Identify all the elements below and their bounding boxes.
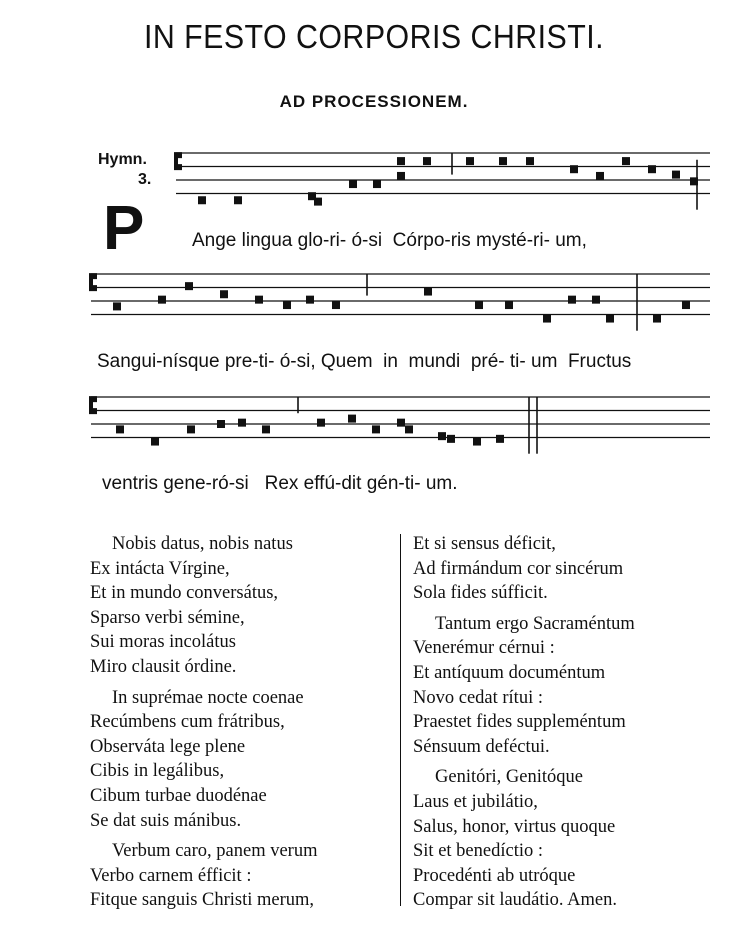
- clef-icon: [89, 396, 97, 414]
- neume-note: [447, 435, 455, 443]
- verse-line: Nobis datus, nobis natus: [112, 534, 293, 554]
- neume-note: [570, 165, 578, 173]
- neume-note: [475, 301, 483, 309]
- verse-line: Fitque sanguis Christi merum,: [90, 890, 315, 911]
- neume-note: [151, 438, 159, 446]
- verse-line: Salus, honor, virtus quoque: [413, 816, 616, 837]
- neume-note: [332, 301, 340, 309]
- neume-note: [423, 157, 431, 165]
- neume-note: [466, 157, 474, 165]
- verse-line: Ad firmándum cor sincérum: [413, 558, 624, 579]
- neume-note: [543, 315, 551, 323]
- hymn-text-left-column: [90, 532, 395, 919]
- neume-note: [187, 425, 195, 433]
- verse-line: Et antíquum documéntum: [413, 662, 606, 683]
- neume-note: [262, 425, 270, 433]
- verse-line: Et si sensus déficit,: [413, 534, 556, 554]
- page-title: IN FESTO CORPORIS CHRISTI.: [143, 18, 605, 55]
- neume-note: [372, 425, 380, 433]
- page-subtitle: AD PROCESSIONEM.: [279, 92, 469, 111]
- neume-note: [314, 198, 322, 206]
- hymn-number: 3.: [138, 171, 152, 188]
- neume-note: [505, 301, 513, 309]
- neume-note: [606, 315, 614, 323]
- verse-line: Sola fides súfficit.: [413, 583, 548, 604]
- neume-note: [653, 315, 661, 323]
- verse-line: Sit et benedíctio :: [413, 841, 543, 862]
- verse-line: Sparso verbi sémine,: [90, 607, 245, 628]
- neume-note: [397, 157, 405, 165]
- neume-note: [496, 435, 504, 443]
- neume-note: [682, 301, 690, 309]
- neume-note: [220, 290, 228, 298]
- stanza: [90, 686, 395, 834]
- stanza: [90, 532, 395, 680]
- neume-note: [526, 157, 534, 165]
- chant-lyric-line-1: Ange lingua glo-ri- ó-si Córpo-ris mysté-ri- um,: [192, 230, 587, 251]
- neume-note: [234, 196, 242, 204]
- verse-line: Recúmbens cum frátribus,: [90, 712, 285, 733]
- neume-note: [622, 157, 630, 165]
- clef-icon: [174, 152, 182, 170]
- verse-line: In suprémae nocte coenae: [112, 687, 304, 708]
- verse-line: Verbum caro, panem verum: [112, 841, 318, 862]
- neume-note: [592, 296, 600, 304]
- neume-note: [348, 415, 356, 423]
- neume-note: [473, 438, 481, 446]
- neume-note: [283, 301, 291, 309]
- neume-note: [217, 420, 225, 428]
- neume-note: [596, 172, 604, 180]
- verse-line: Laus et jubilátio,: [413, 791, 538, 812]
- neume-note: [198, 196, 206, 204]
- verse-line: Genitóri, Genitóque: [435, 767, 583, 788]
- clef-icon: [89, 273, 97, 291]
- stanza: [413, 532, 733, 606]
- verse-line: Se dat suis mánibus.: [90, 810, 242, 831]
- verse-line: Cibis in legálibus,: [90, 761, 225, 782]
- verse-line: Verbo carnem éfficit :: [90, 865, 252, 886]
- neume-note: [690, 177, 698, 185]
- chant-lyric-line-2: Sangui-nísque pre-ti- ó-si, Quem in mundi pré- ti- um Fructus: [97, 351, 632, 372]
- neume-note: [185, 282, 193, 290]
- neume-note: [113, 302, 121, 310]
- verse-line: Sénsuum deféctui.: [413, 736, 550, 757]
- neume-note: [499, 157, 507, 165]
- neume-note: [317, 419, 325, 427]
- verse-line: Tantum ergo Sacraméntum: [435, 613, 635, 634]
- neume-note: [397, 172, 405, 180]
- neume-note: [373, 180, 381, 188]
- neume-note: [238, 419, 246, 427]
- verse-line: Praestet fides suppleméntum: [413, 712, 626, 733]
- neume-note: [568, 296, 576, 304]
- stanza: [413, 765, 733, 913]
- column-divider: [400, 534, 401, 906]
- neume-note: [306, 296, 314, 304]
- neume-note: [397, 419, 405, 427]
- verse-line: Sui moras incolátus: [90, 632, 236, 653]
- decorated-initial: P: [103, 194, 145, 263]
- neume-note: [405, 425, 413, 433]
- verse-line: Observáta lege plene: [90, 736, 246, 757]
- neume-note: [424, 288, 432, 296]
- verse-line: Miro clausit órdine.: [90, 656, 237, 677]
- verse-line: Procedénti ab utróque: [413, 865, 576, 886]
- verse-line: Ex intácta Vírgine,: [90, 558, 230, 579]
- hymn-text-right-column: [413, 532, 733, 919]
- verse-line: Et in mundo conversátus,: [90, 583, 279, 604]
- hymn-label-text: Hymn.: [98, 151, 147, 168]
- neume-note: [672, 171, 680, 179]
- neume-note: [438, 432, 446, 440]
- neume-note: [255, 296, 263, 304]
- neume-note: [648, 165, 656, 173]
- verse-line: Venerémur cérnui :: [413, 638, 555, 659]
- neume-note: [349, 180, 357, 188]
- neume-note: [158, 296, 166, 304]
- neume-note: [116, 425, 124, 433]
- verse-line: Cibum turbae duodénae: [90, 785, 267, 806]
- chant-lyric-line-3: ventris gene-ró-si Rex effú-dit gén-ti- um.: [102, 473, 458, 494]
- verse-line: Novo cedat rítui :: [413, 687, 543, 708]
- verse-line: Compar sit laudátio. Amen.: [413, 890, 617, 911]
- stanza: [413, 612, 733, 760]
- stanza: [90, 839, 395, 913]
